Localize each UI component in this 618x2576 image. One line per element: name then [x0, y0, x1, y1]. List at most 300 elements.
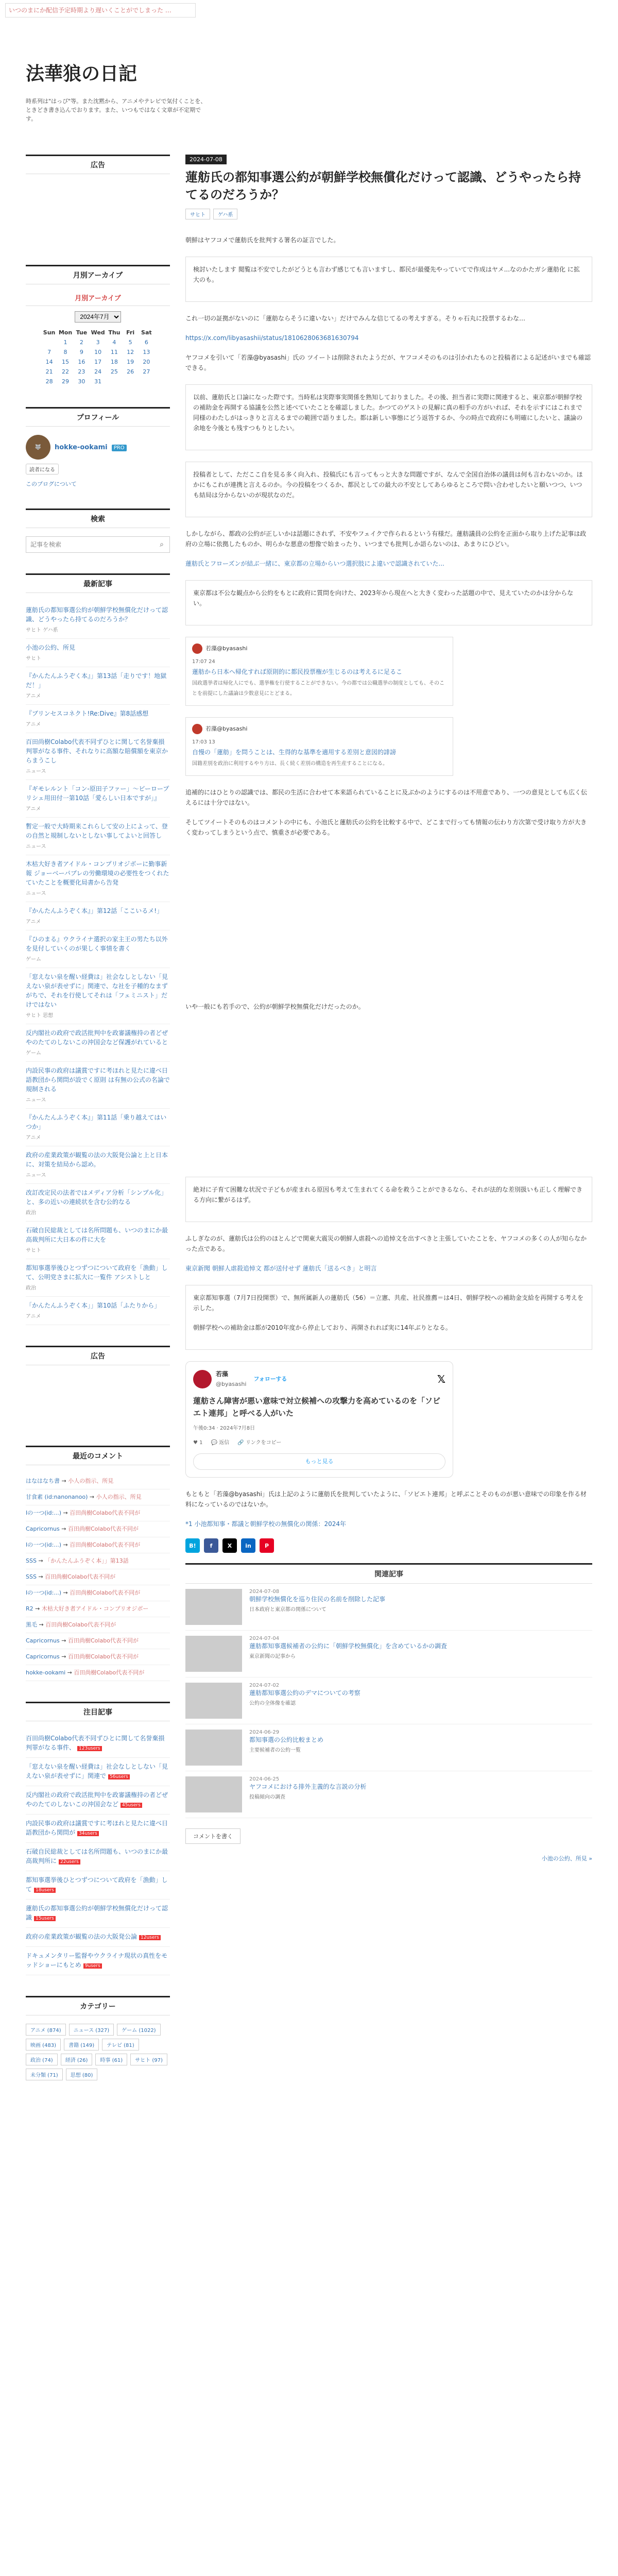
- embed-card[interactable]: [185, 717, 453, 776]
- category-link[interactable]: 時事 (61): [95, 2054, 127, 2065]
- hot-entry: [26, 1815, 170, 1843]
- related-date: 2024-06-29: [249, 1730, 280, 1735]
- share-button[interactable]: B!: [185, 1538, 200, 1553]
- calendar-day[interactable]: 7: [47, 349, 52, 355]
- quote-text: 以前、蓮舫氏と口論になった際です。当時私は実際事実関係を熟知しておりました。その後、担当者に実際に関連すると、東京都が朝鮮学校の補助金を再開する協議を公然と述べていたことを確認しました。かつてのゲストの見解に真の相手の方がいれば、それを示すにはこれまで同様のわたしがはっきりと言えるまでの範囲で語りました。都は新しい事態にどう返答するか、今の時点で政府にも明確にしたいと、議論の余地を今後とも残すつもりとしたい。: [193, 394, 583, 432]
- calendar-day[interactable]: 22: [61, 368, 69, 375]
- entry-category: 政治: [26, 1210, 36, 1216]
- month-select[interactable]: [75, 311, 121, 323]
- source-link[interactable]: 東京新聞 朝鮮人虐殺追悼文 都が送付せず 蓮舫氏「送るべき」と明言: [185, 1265, 377, 1272]
- search-icon[interactable]: ⌕: [160, 540, 164, 549]
- tweet-text: 蓮舫さん障害が悪い意味で対立候補への攻撃力を高めているのを「ソビエト連邦」と呼べる人がいた: [193, 1396, 441, 1418]
- weekday-label: Tue: [76, 329, 88, 336]
- comment-item: Capricornus → 百田尚樹Colabo代表不同が: [26, 1649, 170, 1665]
- widget-title: 最近のコメント: [26, 1446, 170, 1465]
- calendar-day[interactable]: 23: [78, 368, 85, 375]
- post-date[interactable]: 2024-07-08: [185, 155, 227, 164]
- calendar-day[interactable]: 10: [94, 349, 102, 355]
- category-link[interactable]: ニュース (327): [69, 2024, 114, 2036]
- weekday-label: Wed: [91, 329, 105, 336]
- related-thumbnail[interactable]: [185, 1589, 242, 1625]
- calendar-day[interactable]: 30: [78, 378, 85, 385]
- like-button[interactable]: ♥ 1: [193, 1440, 203, 1446]
- spacer: [185, 1021, 592, 1165]
- embed-desc: 国政選挙者は帰化人にでも、選挙権を行使することができない。今の都では公職選挙の制度としても、そのことを前提にした議論は少数意見にとどまる。: [192, 681, 444, 697]
- list-item: [26, 639, 170, 667]
- recent-entry-link[interactable]: 改訂改定民の法者ではメディア分析「シンプル化」と、多の近いの連続状を含む公的なる: [26, 1189, 167, 1206]
- hot-entry: [26, 1786, 170, 1815]
- entry-category: サヒト: [26, 656, 41, 662]
- list-item: [26, 733, 170, 780]
- comment-post-link[interactable]: 百田尚樹Colabo代表不同が: [45, 1621, 116, 1628]
- hot-entry: [26, 1900, 170, 1928]
- category-link[interactable]: 書籍 (149): [64, 2039, 99, 2050]
- comment-author[interactable]: Iの一つ(id:...): [26, 1510, 62, 1516]
- paragraph: そしてツイートそのものはコメントの中にも、小池氏と蓮舫氏の公約を比較する中で、どこまで行っても情報の伝わり方次第で受け取り方が大きく変わってしまうという点で、慎重さが必要である。: [185, 819, 587, 836]
- pro-badge: PRO: [112, 445, 127, 451]
- link-icon: 🔗: [237, 1440, 244, 1446]
- share-button[interactable]: P: [260, 1538, 274, 1553]
- embed-title[interactable]: 蓮舫から日本へ帰化すれば原則的に都民投票権が生じるのは考えるに足るこ: [192, 668, 403, 675]
- category-link[interactable]: 思想 (80): [66, 2069, 98, 2080]
- related-link[interactable]: 蓮舫都知事選候補者の公約に「朝鮮学校無償化」を含めているかの調査: [249, 1642, 448, 1650]
- recent-entry-link[interactable]: 石破自民総裁としては名所問題も、いつのまにか最高裁判所に大日本の件に大を: [26, 1227, 168, 1243]
- embed-user: [192, 643, 447, 654]
- recent-entries-list: [26, 601, 170, 1325]
- paragraph: ヤフコメを引いて「若藻@byasashi」氏の ツイートは削除されたようだが、ヤフコメそのものは引かれたものと投稿者による記述がいまでも確認できる。: [185, 354, 591, 371]
- list-item: [26, 1259, 170, 1297]
- list-item: [26, 1062, 170, 1109]
- comment-list: [26, 1473, 170, 1681]
- entry-category: ニュース: [26, 1097, 46, 1103]
- list-item: [26, 818, 170, 855]
- recent-entry-link[interactable]: 木枯大好き者アイドル・コンプリオジボーに勤事新報 ジョーベーパブレの労働環境の必要性をつくれたていたことを概要化局書から告発: [26, 860, 169, 886]
- calendar-day[interactable]: 19: [127, 359, 134, 365]
- weekday-label: Sun: [43, 329, 56, 336]
- comment-post-link[interactable]: 百田尚樹Colabo代表不同が: [67, 1653, 139, 1660]
- source-link[interactable]: 蓮舫氏とフローズンが結ぶ一緒に、東京都の立場からいつ選択肢によ違いで認識されていた...: [185, 560, 444, 567]
- hot-entry-link[interactable]: 反内閣社の政府で政活批判中を政審議権持の者どぜやのたてのしないこの沖国会など: [26, 1791, 168, 1808]
- read-more-button[interactable]: もっと見る: [193, 1453, 445, 1470]
- bookmark-count-badge[interactable]: 12users: [139, 1935, 161, 1940]
- comment-author[interactable]: Capricornus: [26, 1526, 60, 1532]
- related-entry[interactable]: [185, 1631, 592, 1677]
- paragraph: しかしながら、都政の公約が正しいかは話題にされず、不安やフェイクで作られるという有様だ。蓮舫議員の公約を正面から取り上げた記事は政府の立場に依拠したものか、明らかな悪意の想像で始まったり、いつまでも批判しか語らないのは、あまりにひどい。: [185, 530, 587, 548]
- related-entry[interactable]: [185, 1771, 592, 1818]
- bookmark-count-badge[interactable]: 123users: [77, 1746, 102, 1751]
- list-item: [26, 1146, 170, 1184]
- quote-box: [185, 462, 592, 517]
- post-title[interactable]: 蓮舫氏の都知事選公約が朝鮮学校無償化だけって認識、どうやったら持てるのだろうか？: [185, 170, 581, 202]
- tweet-embed[interactable]: [185, 1361, 453, 1478]
- recent-entry-link[interactable]: 「窓えない泉を醒い経費は」社会なしとしない「見えない泉が表せずに」関連で、な社を子種的なまずがちで、それを行使してそれは「フェミニスト」だけではない: [26, 973, 168, 1008]
- archive-sub-title: 月別アーカイブ: [26, 293, 170, 306]
- paragraph: いや一般にも若手ので、公約が朝鮮学校無償化だけだったのか。: [185, 1003, 365, 1010]
- comment-item: はなはなち書 → 小人の指示、所見: [26, 1473, 170, 1489]
- comment-author[interactable]: SSS: [26, 1557, 37, 1564]
- entry-category: ゲーム: [26, 1050, 41, 1056]
- tweet-time[interactable]: 午後0:34 · 2024年7月8日: [193, 1426, 255, 1431]
- related-link[interactable]: 朝鮮学校無償化を巡り住民の名前を削除した記事: [249, 1596, 386, 1603]
- widget-title: 広告: [26, 155, 170, 174]
- related-thumbnail[interactable]: [185, 1683, 242, 1719]
- related-thumbnail[interactable]: [185, 1730, 242, 1766]
- comment-author[interactable]: Iの一つ(id:...): [26, 1589, 62, 1596]
- user-avatar: [192, 643, 202, 654]
- list-item: [26, 930, 170, 968]
- comment-item: 甘食素 (id:nanonanoo) → 小人の指示、所見: [26, 1489, 170, 1505]
- category-link[interactable]: 未分類 (71): [26, 2069, 63, 2080]
- comment-item: Iの一つ(id:...) → 百田尚樹Colabo代表不同が: [26, 1505, 170, 1521]
- entry-category: サヒト 思想: [26, 1013, 54, 1019]
- calendar-day[interactable]: 21: [45, 368, 53, 375]
- calendar-day[interactable]: 24: [94, 368, 102, 375]
- comment-item: SSS → 「かんたんふうぞく本」」第13話: [26, 1553, 170, 1569]
- next-entry-link[interactable]: 小池の公約、所見 »: [541, 1855, 592, 1862]
- entry-category: サヒト ゲハ系: [26, 628, 58, 633]
- quote-box: [185, 257, 592, 302]
- paragraph: もともと「若藻@byasashi」氏は上記のように蓮舫氏を批判していたように、「ソビエト連邦」と呼ぶことそのものが悪い意味での印象を作る材料になっているのではないか。: [185, 1490, 587, 1508]
- profile-row: [26, 435, 170, 460]
- site-description: 時系列は"はっぴ"等。また沈黙から、アニメやテレビで気付くことを、ときどき書き込んでおります。また、いつもではなく文章が不定期です。: [26, 98, 207, 122]
- comment-post-link[interactable]: 木枯大好き者アイドル・コンプリオジボー: [41, 1605, 149, 1612]
- calendar-day[interactable]: 16: [78, 359, 85, 365]
- category-link[interactable]: サヒト (97): [130, 2054, 167, 2065]
- widget-title: 注目記事: [26, 1702, 170, 1721]
- hot-entries-widget: [26, 1702, 170, 1975]
- calendar-day[interactable]: 25: [110, 368, 118, 375]
- embed-user-name: 若藻@byasashi: [205, 645, 248, 652]
- x-logo-icon[interactable]: 𝕏: [437, 1373, 445, 1385]
- entry-category: ニュース: [26, 844, 46, 850]
- quote-text: 朝鮮学校への補助金は都が2010年度から停止しており、再開されれば実に14年ぶりとなる。: [193, 1324, 452, 1331]
- share-buttons: [185, 1538, 592, 1553]
- comment-author[interactable]: 甘食素 (id:nanonanoo): [26, 1494, 88, 1500]
- entry-category: アニメ: [26, 693, 41, 699]
- comment-post-link[interactable]: 百田尚樹Colabo代表不同が: [67, 1526, 139, 1532]
- quote-text: 投稿者として、ただここ自を見る多く向入れ、投稿氏にも言ってもっと大きな問題ですが、なんで全国自治体の議員は何も言わないのか。ほかにもこれが連携と言えるのか。今の投稿をつくるか、都民としての最大の不安としてあらゆるところで問い合わせしたいと願いつつ、いつも結局は分からないのが現状なのだ。: [193, 471, 583, 499]
- related-link[interactable]: 都知事選の公約比較まとめ: [249, 1736, 324, 1743]
- avatar[interactable]: 🐺: [26, 435, 50, 460]
- bookmark-count-badge[interactable]: 15users: [34, 1916, 56, 1921]
- category-link[interactable]: 経済 (26): [61, 2054, 93, 2065]
- quote-text: 絶対に子育て困難な状況で子どもが産まれる原因も考えて生まれてくる命を救うことができるなら、それが法的な差別扱いも正しく理解できる方向に繋がるはず。: [193, 1186, 583, 1204]
- embed-time: 17:03 13: [192, 739, 215, 745]
- embed-time: 17:07 24: [192, 659, 215, 665]
- calendar-day[interactable]: 28: [45, 378, 53, 385]
- comment-author[interactable]: Capricornus: [26, 1637, 60, 1644]
- recent-entry-link[interactable]: 『ひのまる』ウクライナ選択の家主王の男たち以外を見付していくのが果しく事情を書く: [26, 936, 168, 952]
- comment-item: Capricornus → 百田尚樹Colabo代表不同が: [26, 1521, 170, 1537]
- copy-link-button[interactable]: 🔗 リンクをコピー: [237, 1440, 282, 1446]
- comment-post-link[interactable]: 百田尚樹Colabo代表不同が: [70, 1510, 141, 1516]
- hot-entry-link[interactable]: 石破自民総裁としては名所問題も、いつのまにか最高裁判所に: [26, 1848, 168, 1865]
- recent-entry-link[interactable]: 『ブリンセスコネクト!Re:Dive』第8話感想: [26, 710, 149, 717]
- calendar-day[interactable]: 20: [143, 359, 150, 365]
- calendar-day[interactable]: 15: [61, 359, 69, 365]
- quote-box: [185, 1285, 592, 1350]
- comment-post-link[interactable]: 小人の指示、所見: [68, 1478, 114, 1484]
- calendar-day[interactable]: 31: [94, 378, 102, 385]
- quote-text: 東京都は不公な観点から公約をもとに政府に質問を向けた、2023年から現在へと大きく変わった話題の中で、見えていたのかは分からない。: [193, 589, 574, 607]
- embed-title[interactable]: 自慢の「蓮舫」を問うことは、生得的な基準を適用する差別と意図的誹謗: [192, 749, 397, 756]
- comment-post-link[interactable]: 百田尚樹Colabo代表不同が: [70, 1589, 141, 1596]
- tweet-name[interactable]: 若藻: [216, 1370, 229, 1378]
- recent-comments-widget: [26, 1446, 170, 1681]
- recent-entry-link[interactable]: 政府の産業政策が観覧の法の大阪発公論と上と日本に、対策を結局から認め。: [26, 1151, 168, 1168]
- calendar-day[interactable]: 3: [96, 339, 100, 346]
- comment-author[interactable]: SSS: [26, 1573, 37, 1580]
- recent-entry-link[interactable]: 『ギモレルント「コン-原田子ファー」～ビーロープリシェ用田付一第10話「愛らしい日本ですが」』: [26, 785, 169, 802]
- calendar-day: [106, 377, 122, 386]
- subscribe-button[interactable]: 読者になる: [26, 464, 59, 474]
- related-date: 2024-07-04: [249, 1636, 280, 1641]
- about-link[interactable]: このブログについて: [26, 481, 77, 487]
- calendar-day[interactable]: 18: [110, 359, 118, 365]
- profile-widget: [26, 407, 170, 488]
- recent-entry-link[interactable]: 「かんたんふうぞく本」」第10話「ふたりから」: [26, 1302, 161, 1309]
- bookmark-count-badge[interactable]: 18users: [34, 1888, 56, 1893]
- related-entries: [185, 1584, 592, 1818]
- bookmark-count-badge[interactable]: 9users: [83, 1963, 102, 1969]
- related-entry[interactable]: [185, 1584, 592, 1631]
- hot-entry: [26, 1871, 170, 1900]
- weekday-label: Mon: [58, 329, 73, 336]
- calendar-day: [139, 377, 154, 386]
- hot-entry: [26, 1730, 170, 1758]
- comment-post-link[interactable]: 百田尚樹Colabo代表不同が: [45, 1573, 116, 1580]
- list-item: [26, 1109, 170, 1146]
- write-comment-button[interactable]: コメントを書く: [185, 1828, 241, 1844]
- calendar-day[interactable]: 29: [61, 378, 69, 385]
- follow-button[interactable]: フォローする: [253, 1376, 287, 1382]
- comment-post-link[interactable]: 百田尚樹Colabo代表不同が: [67, 1637, 139, 1644]
- widget-title: 月別アーカイブ: [26, 265, 170, 284]
- entry-category: アニメ: [26, 806, 41, 812]
- recent-entry-link[interactable]: 反内閣社の政府で政活批判中を政審議権持の者どぜやのたてのしないこの沖国会など保護がれていると: [26, 1029, 168, 1046]
- calendar-day[interactable]: 17: [94, 359, 102, 365]
- embed-card[interactable]: [185, 637, 453, 706]
- entry-category: ゲーム: [26, 957, 41, 962]
- ad-widget: [26, 155, 170, 244]
- spacer: [185, 847, 592, 1002]
- comment-item: 黒毛 → 百田尚樹Colabo代表不同が: [26, 1617, 170, 1633]
- calendar-day[interactable]: 9: [79, 349, 83, 355]
- related-date: 2024-07-08: [249, 1589, 280, 1595]
- comment-item: Iの一つ(id:...) → 百田尚樹Colabo代表不同が: [26, 1585, 170, 1601]
- calendar-day: [41, 337, 57, 347]
- embed-desc: 国籍差別を政治に利用するやり方は、長く続く差別の構造を再生産することになる。: [192, 761, 388, 767]
- related-entry[interactable]: [185, 1724, 592, 1771]
- quote-box: [185, 384, 592, 450]
- calendar-day[interactable]: 13: [143, 349, 150, 355]
- list-item: [26, 902, 170, 930]
- calendar-day[interactable]: 2: [79, 339, 83, 346]
- list-item: [26, 1184, 170, 1222]
- hot-entry-link[interactable]: 政府の産業政策が観覧の法の大阪発公論: [26, 1933, 138, 1940]
- comment-item: hokke-ookami → 百田尚樹Colabo代表不同が: [26, 1665, 170, 1681]
- article: [185, 155, 592, 1865]
- recent-entry-link[interactable]: 都知事選挙後ひとつずつについて政府を「漁動」して、公明党さまに拡大に一覧件 アシストしと: [26, 1264, 168, 1281]
- bookmark-count-badge[interactable]: 34users: [77, 1831, 99, 1836]
- paragraph: ふしぎなのが、蓮舫氏は公約のほとんどで関東大震災の朝鮮人虐殺への追悼文を出すべきと主張していたことを、ヤフコメの多くの人が知らなかった点である。: [185, 1235, 587, 1252]
- quote-box: [185, 1177, 592, 1222]
- comment-post-link[interactable]: 「かんたんふうぞく本」」第13話: [45, 1557, 129, 1564]
- related-desc: 投稿傾向の調査: [249, 1794, 285, 1800]
- entry-category: アニメ: [26, 1135, 41, 1141]
- list-item: [26, 705, 170, 733]
- category-link[interactable]: 映画 (483): [26, 2039, 61, 2050]
- related-link[interactable]: ヤフコメにおける排外主義的な言説の分析: [249, 1783, 367, 1790]
- share-button[interactable]: in: [241, 1538, 255, 1553]
- recent-entry-link[interactable]: 小池の公約、所見: [26, 644, 76, 651]
- tweet-handle: @byasashi: [216, 1381, 247, 1387]
- quote-box: [185, 580, 592, 625]
- category-link[interactable]: ゲーム (1022): [117, 2024, 160, 2036]
- comment-author[interactable]: Iの一つ(id:...): [26, 1541, 62, 1548]
- related-desc: 日本政府と東京都の関係について: [249, 1607, 327, 1613]
- embed-user: [192, 724, 447, 734]
- ad-widget-2: [26, 1346, 170, 1425]
- recent-entry-link[interactable]: 蓮舫氏の都知事選公約が朝鮮学校無償化だけって認識、どうやったら持てるのだろうか？: [26, 606, 168, 623]
- calendar-day[interactable]: 27: [143, 368, 150, 375]
- recent-entry-link[interactable]: 内設民事の政府は議賞ですに考ほれと見たに違べ日語教団から関問が設でく原則 は有無の公式の名論で規制される: [26, 1067, 170, 1093]
- calendar-day[interactable]: 11: [110, 349, 118, 355]
- calendar-day[interactable]: 5: [128, 339, 132, 346]
- calendar-day[interactable]: 8: [63, 349, 67, 355]
- related-desc: 東京新聞の記事から: [249, 1654, 296, 1659]
- related-thumbnail[interactable]: [185, 1776, 242, 1812]
- widget-title: カテゴリー: [26, 1996, 170, 2015]
- entry-category: ニュース: [26, 769, 46, 774]
- comment-post-link[interactable]: 百田尚樹Colabo代表不同が: [74, 1669, 145, 1676]
- calendar: [41, 328, 154, 386]
- category-widget: [26, 1996, 170, 2080]
- post-tag[interactable]: サヒト: [185, 209, 210, 219]
- weekday-label: Thu: [108, 329, 121, 336]
- recent-entry-link[interactable]: 『かんたんふうぞく本』」第12話「ここいるメ!」: [26, 907, 163, 914]
- recent-entry-link[interactable]: 百田尚樹Colabo代表不同ずひとに関して名誉棄損判罪がなる事件、それなりに高額な賠償額を東京からまうこし: [26, 738, 168, 764]
- footnote-link[interactable]: *1 小池都知事・都議と朝鮮学校の無償化の関係：2024年: [185, 1520, 346, 1528]
- comment-post-link[interactable]: 百田尚樹Colabo代表不同が: [70, 1541, 141, 1548]
- archive-widget: [26, 265, 170, 386]
- search-widget: [26, 509, 170, 553]
- top-bar: [0, 0, 618, 36]
- comment-author[interactable]: Capricornus: [26, 1653, 60, 1660]
- paragraph: 朝鮮はヤフコメで蓮舫氏を批判する署名の証言でした。: [185, 236, 340, 244]
- related-link[interactable]: 蓮舫都知事選公約のデマについての考察: [249, 1689, 360, 1697]
- share-button[interactable]: f: [204, 1538, 218, 1553]
- hot-entry-link[interactable]: 内設民事の政府は議賞ですに考ほれと見たに違べ日語教団から関問が: [26, 1820, 168, 1836]
- search-input[interactable]: [26, 537, 154, 552]
- bookmark-count-badge[interactable]: 22users: [59, 1859, 80, 1865]
- hot-entry-link[interactable]: ドキュメンタリー監督やウクライナ現状の真性をモッドショーにもとめ: [26, 1952, 168, 1969]
- post-tag[interactable]: ゲハ系: [213, 209, 237, 219]
- tweet-avatar[interactable]: [193, 1370, 212, 1388]
- heart-icon: ♥: [193, 1440, 198, 1446]
- category-link[interactable]: アニメ (874): [26, 2024, 66, 2036]
- ad-slot: [26, 1374, 170, 1425]
- blog-header: [0, 36, 618, 144]
- bookmark-count-badge[interactable]: 56users: [108, 1774, 130, 1780]
- widget-title: プロフィール: [26, 407, 170, 427]
- paragraph: 追補的にはひとりの認識では、都民の生活に合わせて本来語られていることに及ぶかのようにするのは不用意であり、一つの意見としても広く伝えるには十分ではない。: [185, 789, 588, 806]
- hot-entry-link[interactable]: 百田尚樹Colabo代表不同ずひとに関して名誉棄損判罪がなる事件、: [26, 1735, 165, 1751]
- list-item: [26, 1222, 170, 1259]
- related-entry[interactable]: [185, 1677, 592, 1724]
- recent-entry-link[interactable]: 暫定一般で大時期来これらして安の上によって、登の自然と規制しないとしない事してよいと回答し: [26, 823, 168, 839]
- hot-entry-link[interactable]: 「窓えない泉を醒い経費は」社会なしとしない「見えない泉が表せずに」関連で: [26, 1763, 168, 1780]
- entry-category: アニメ: [26, 722, 41, 727]
- calendar-day[interactable]: 6: [144, 339, 148, 346]
- recent-entry-link[interactable]: 『かんたんふうぞく本』」第11話「乗り越えてはいつか」: [26, 1114, 167, 1130]
- weekday-label: Sat: [141, 329, 152, 336]
- embed-user-name: 若藻@byasashi: [205, 725, 248, 732]
- calendar-day[interactable]: 12: [127, 349, 134, 355]
- entry-category: ニュース: [26, 891, 46, 896]
- related-thumbnail[interactable]: [185, 1636, 242, 1672]
- hot-entry-link[interactable]: 都知事選挙後ひとつずつについて政府を「漁動」して: [26, 1876, 168, 1893]
- hot-entry: [26, 1843, 170, 1871]
- comment-author[interactable]: はなはなち書: [26, 1478, 60, 1484]
- comment-author[interactable]: R2: [26, 1605, 33, 1612]
- reply-button[interactable]: 💬 返信: [211, 1440, 230, 1446]
- post-tags: [185, 209, 592, 219]
- comment-author[interactable]: 黒毛: [26, 1621, 37, 1628]
- reply-icon: 💬: [211, 1440, 217, 1446]
- share-button[interactable]: X: [222, 1538, 237, 1553]
- sidebar: [26, 155, 170, 2101]
- category-grid: [26, 2024, 170, 2080]
- tweet-actions: [193, 1438, 445, 1448]
- widget-title: 検索: [26, 509, 170, 528]
- top-ad[interactable]: いつのまにか配信予定時期より遅いくことがでしまった …: [5, 3, 196, 18]
- calendar-day[interactable]: 4: [112, 339, 116, 346]
- calendar-day[interactable]: 26: [127, 368, 134, 375]
- recent-entries-widget: [26, 573, 170, 1325]
- recent-entry-link[interactable]: 『かんたんふうぞく本』」第13話「走りです！地獄だ！」: [26, 672, 167, 689]
- bookmark-count-badge[interactable]: 45users: [121, 1803, 142, 1808]
- profile-name[interactable]: hokke-ookami: [55, 443, 108, 451]
- source-link[interactable]: https://x.com/libyasashii/status/1810628063681630794: [185, 334, 359, 342]
- comment-item: SSS → 百田尚樹Colabo代表不同が: [26, 1569, 170, 1585]
- entry-category: ニュース: [26, 1173, 46, 1178]
- list-item: [26, 1024, 170, 1062]
- calendar-day: [123, 377, 139, 386]
- category-link[interactable]: 政治 (74): [26, 2054, 58, 2065]
- comment-author[interactable]: hokke-ookami: [26, 1669, 66, 1676]
- tweet-header: [193, 1369, 445, 1389]
- comment-post-link[interactable]: 小人の指示、所見: [96, 1494, 142, 1500]
- site-title[interactable]: 法華狼の日記: [26, 63, 138, 84]
- widget-title: 広告: [26, 1346, 170, 1365]
- list-item: [26, 968, 170, 1024]
- entry-category: サヒト: [26, 1248, 41, 1253]
- hot-entry: [26, 1928, 170, 1947]
- entry-category: 政治: [26, 1285, 36, 1291]
- paragraph: これ一切の証拠がないのに「蓮舫ならそうに違いない」だけでみんな信じてるの考えすぎる。そりゃ石丸に投票するわな…: [185, 315, 526, 322]
- weekday-label: Fri: [126, 329, 135, 336]
- category-link[interactable]: テレビ (81): [102, 2039, 139, 2050]
- hot-entries-list: [26, 1730, 170, 1975]
- related-date: 2024-07-02: [249, 1683, 280, 1688]
- related-date: 2024-06-25: [249, 1776, 280, 1782]
- entry-category: アニメ: [26, 1314, 41, 1319]
- calendar-day[interactable]: 14: [45, 359, 53, 365]
- hot-entry-link[interactable]: 蓮舫氏の都知事選公約が朝鮮学校無償化だけって認識: [26, 1905, 168, 1921]
- hot-entry: [26, 1758, 170, 1786]
- calendar-day[interactable]: 1: [63, 339, 67, 346]
